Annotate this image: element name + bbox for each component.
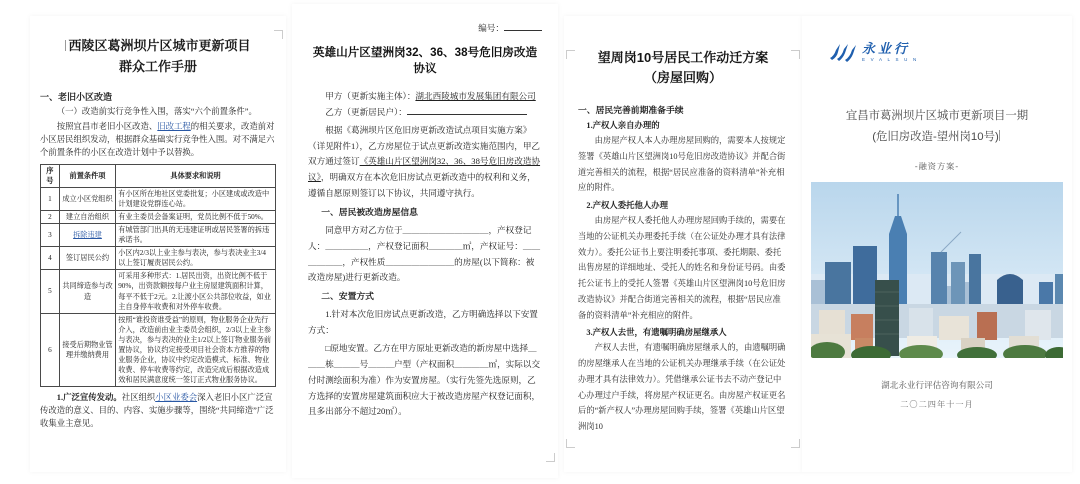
party-b-blank [407,106,527,115]
doc-number-blank [504,22,542,31]
cover-subtitle: -融资方案- [914,162,960,172]
table-row [41,210,276,223]
corner-mark [791,439,800,448]
party-a-value: 湖北西陵城市发展集团有限公司 [415,91,536,101]
party-a-line [308,88,542,104]
row-item: 建立自治组织 [59,210,115,223]
subsection-heading: 1.产权人亲自办理的 [586,121,660,130]
relocation-plan-page [564,16,802,472]
resettlement-option-paragraph: □原地安置。乙方在甲方原址更新改造的新房屋中选择＿＿＿栋＿＿＿号＿＿＿户型（产权面积＿＿＿＿㎡，实际以交付时测绘面积为准）作为安置房屋。（实行先签先选原则，乙方选择的安置房屋建筑面积应大于被改造房屋产权登记面积，且多出部分不超过20㎡）。 [308,342,541,417]
paragraph: 1.针对本次危旧房试点更新改造，乙方明确选择以下安置方式： [308,309,538,335]
corner-mark [566,50,575,59]
section-heading: 二、安置方式 [321,291,374,302]
row-item: 签订居民公约 [59,247,115,270]
evalsun-logo-icon [828,42,858,62]
logo-english-text: E V A L S U N [862,57,919,62]
paragraph-text: 深入老旧小区广泛宣传改造的意义、目的、内容、实施步骤等，围绕“共同缔造”广泛收集业主意见。 [40,393,274,429]
row-num: 6 [41,313,60,387]
corner-mark [566,439,575,448]
subsection-heading: 3.产权人去世，有遗嘱明确房屋继承人 [586,328,727,338]
agreement-page [292,4,558,478]
paragraph-text: 按照宜昌市老旧小区改造、 [56,121,158,131]
table-row [41,270,276,313]
demolish-illegal-build-link[interactable]: 拆除违建 [73,231,102,240]
row-desc: 小区内2/3以上业主参与表决，参与表决业主3/4以上签订履责居民公约。 [116,247,276,270]
relocation-title-line1: 望周岗10号居民工作动迁方案 [597,50,769,65]
col-header-item: 前置条件项 [59,164,115,187]
row-desc: 有业主委员会备案证明，党员比例不低于50%。 [116,210,276,223]
company-name: 湖北永业行评估咨询有限公司 [881,380,993,391]
cover-title [802,106,1072,147]
company-logo [828,42,1072,62]
row-desc: 可采用多种形式：1.居民出资，出资比例不低于90%，出资款额按每户业主房屋建筑面积计算，每平不低于2元。2.让渡小区公共部位收益，如业主自身停车收费和对外停车收费。 [116,270,276,313]
table-row [41,224,276,247]
paragraph: 由房屋产权人委托他人办理房屋回购手续的，需要在当地的公证机关办理委托手续（在公证处办理才具有法律效力）。委托公证书上要注明委托事项、委托期限、委托出售房屋的详细地址、受托人的姓名和身份证号码。由委托公证书上的受托人签署《英雄山片区望洲岗10号危旧房改造协议》并配合街道完善相关的流程，根据“居民应准备的资料清单”补充相应的附件。 [578,216,786,320]
row-item: 共同缔造参与改造 [59,270,115,313]
paragraph-text: 根据《葛洲坝片区危旧房更新改造试点项目实施方案》（详见附件1），乙方房屋位于试点更新改造实施范围内，甲乙双方通过签订 [308,124,541,167]
handbook-title-line1: 西陵区葛洲坝片区城市更新项目 [68,38,251,53]
owners-committee-link[interactable]: 小区业委会 [155,393,198,403]
row-num: 1 [41,187,60,210]
agreement-title-ref: 《英雄山片区望洲岗32、36、38号危旧房改造协议》 [308,156,541,183]
cover-title-line2: (危旧房改造-望州岗10号) [872,130,999,143]
row-num: 2 [41,210,60,223]
preconditions-table [40,164,276,388]
paragraph: 由房屋产权人本人办理房屋回购的，需要本人按规定签署《英雄山片区望洲岗10号危旧房改造协议》并配合街道完善相关的流程，根据“居民应准备的资料清单”补充相应的附件。 [578,136,786,193]
paragraph: 同意甲方对乙方位于＿＿＿＿＿＿＿＿＿＿，产权登记人：＿＿＿＿＿，产权登记面积＿＿＿＿㎡，产权证号：＿＿＿＿＿＿，产权性质＿＿＿＿＿＿＿＿的房屋(以下简称：被改造房屋)进行更新改造。 [308,224,541,283]
cover-page [802,16,1072,472]
cover-title-line1: 宜昌市葛洲坝片区城市更新项目一期 [845,110,1029,122]
row-desc: 有城管部门出具的无违建证明或居民签署的拆违承诺书。 [116,224,276,247]
section-heading: 一、居民被改造房屋信息 [321,207,418,218]
section-heading: 一、老旧小区改造 [40,91,113,102]
table-row [41,247,276,270]
section-heading: 一、居民完善前期准备手续 [578,105,684,115]
paragraph-text: ，明确双方在本次危旧房试点更新改造中的权利和义务，遵循自愿原则签订以下协议，共同遵守执行。 [308,172,536,199]
paragraph-text: 的相关要求，改造前对小区居民组织发动，根据群众基础实行竞争性入围。对不满足六个前置条件的小区在改造计划中予以替换。 [40,121,275,157]
text-cursor [999,130,1000,141]
page-title: 英雄山片区望洲岗32、36、38号危旧房改造协议 [312,46,538,75]
corner-mark [274,30,283,39]
handbook-title-line2: 群众工作手册 [118,58,197,74]
col-header-desc: 具体要求和说明 [116,164,276,187]
paragraph-text: 社区组织 [121,393,156,403]
corner-mark [546,453,555,462]
party-b-line [308,104,542,120]
paragraph: （一）改造前实行竞争性入围，落实“六个前置条件”。 [56,106,257,116]
subsection-heading: 2.产权人委托他人办理 [586,201,669,210]
row-num: 5 [41,270,60,313]
corner-mark [791,50,800,59]
page-title [578,48,788,87]
relocation-title-line2: （房屋回购） [643,69,722,85]
paragraph-lead: 1.广泛宣传发动。 [56,393,122,403]
doc-number-line [308,22,542,34]
table-row [41,313,276,387]
renovation-project-link[interactable]: 旧改工程 [157,121,191,131]
row-desc: 按照“谁投资谁受益”的原则，物业服务企业先行介入，改造前由业主委员会组织，2/3以上业主参与表决，参与表决的业主1/2以上签订物业服务前置协议，协议约定接受项目社会资本方推荐的物业服务企业，协议中约定改造模式、标准、物业收费、停车收费等约定，改造完成后根据改造成效和居民满意度统一签订正式物业服务协议。 [116,313,276,387]
row-item: 成立小区党组织 [59,187,115,210]
col-header-num: 序号 [41,164,60,187]
paragraph: 产权人去世，有遗嘱明确房屋继承人的，由遗嘱明确的房屋继承人在当地的公证机关办理继承手续（在公证处办理才具有法律效力）。凭借继承公证书去不动产登记中心办理过户手续，将房屋产权证更名。由房屋产权证更名后的“新产权人”办理房屋回购手续，签署《英雄山片区望洲岗10 [578,343,786,431]
logo-chinese-text: 永业行 [862,41,911,56]
table-header-row [41,164,276,187]
table-row [41,187,276,210]
paragraph [40,120,276,159]
row-item: 接受后期物业管理并缴纳费用 [59,313,115,387]
party-b-label: 乙方（更新居民户）： [325,107,407,118]
row-desc: 有小区所在地社区党委批复；小区建成或改造中计划建设党群连心站。 [116,187,276,210]
paragraph [40,391,276,430]
doc-number-label: 编号： [478,23,504,33]
page-title [40,36,276,78]
party-a-label: 甲方（更新实施主体）： [325,91,416,101]
paragraph [308,123,542,202]
row-num: 3 [41,224,60,247]
city-skyline-image [811,182,1063,363]
cover-date: 二〇二四年十一月 [900,400,974,410]
text-cursor [65,40,66,51]
row-num: 4 [41,247,60,270]
handbook-page [30,16,286,472]
